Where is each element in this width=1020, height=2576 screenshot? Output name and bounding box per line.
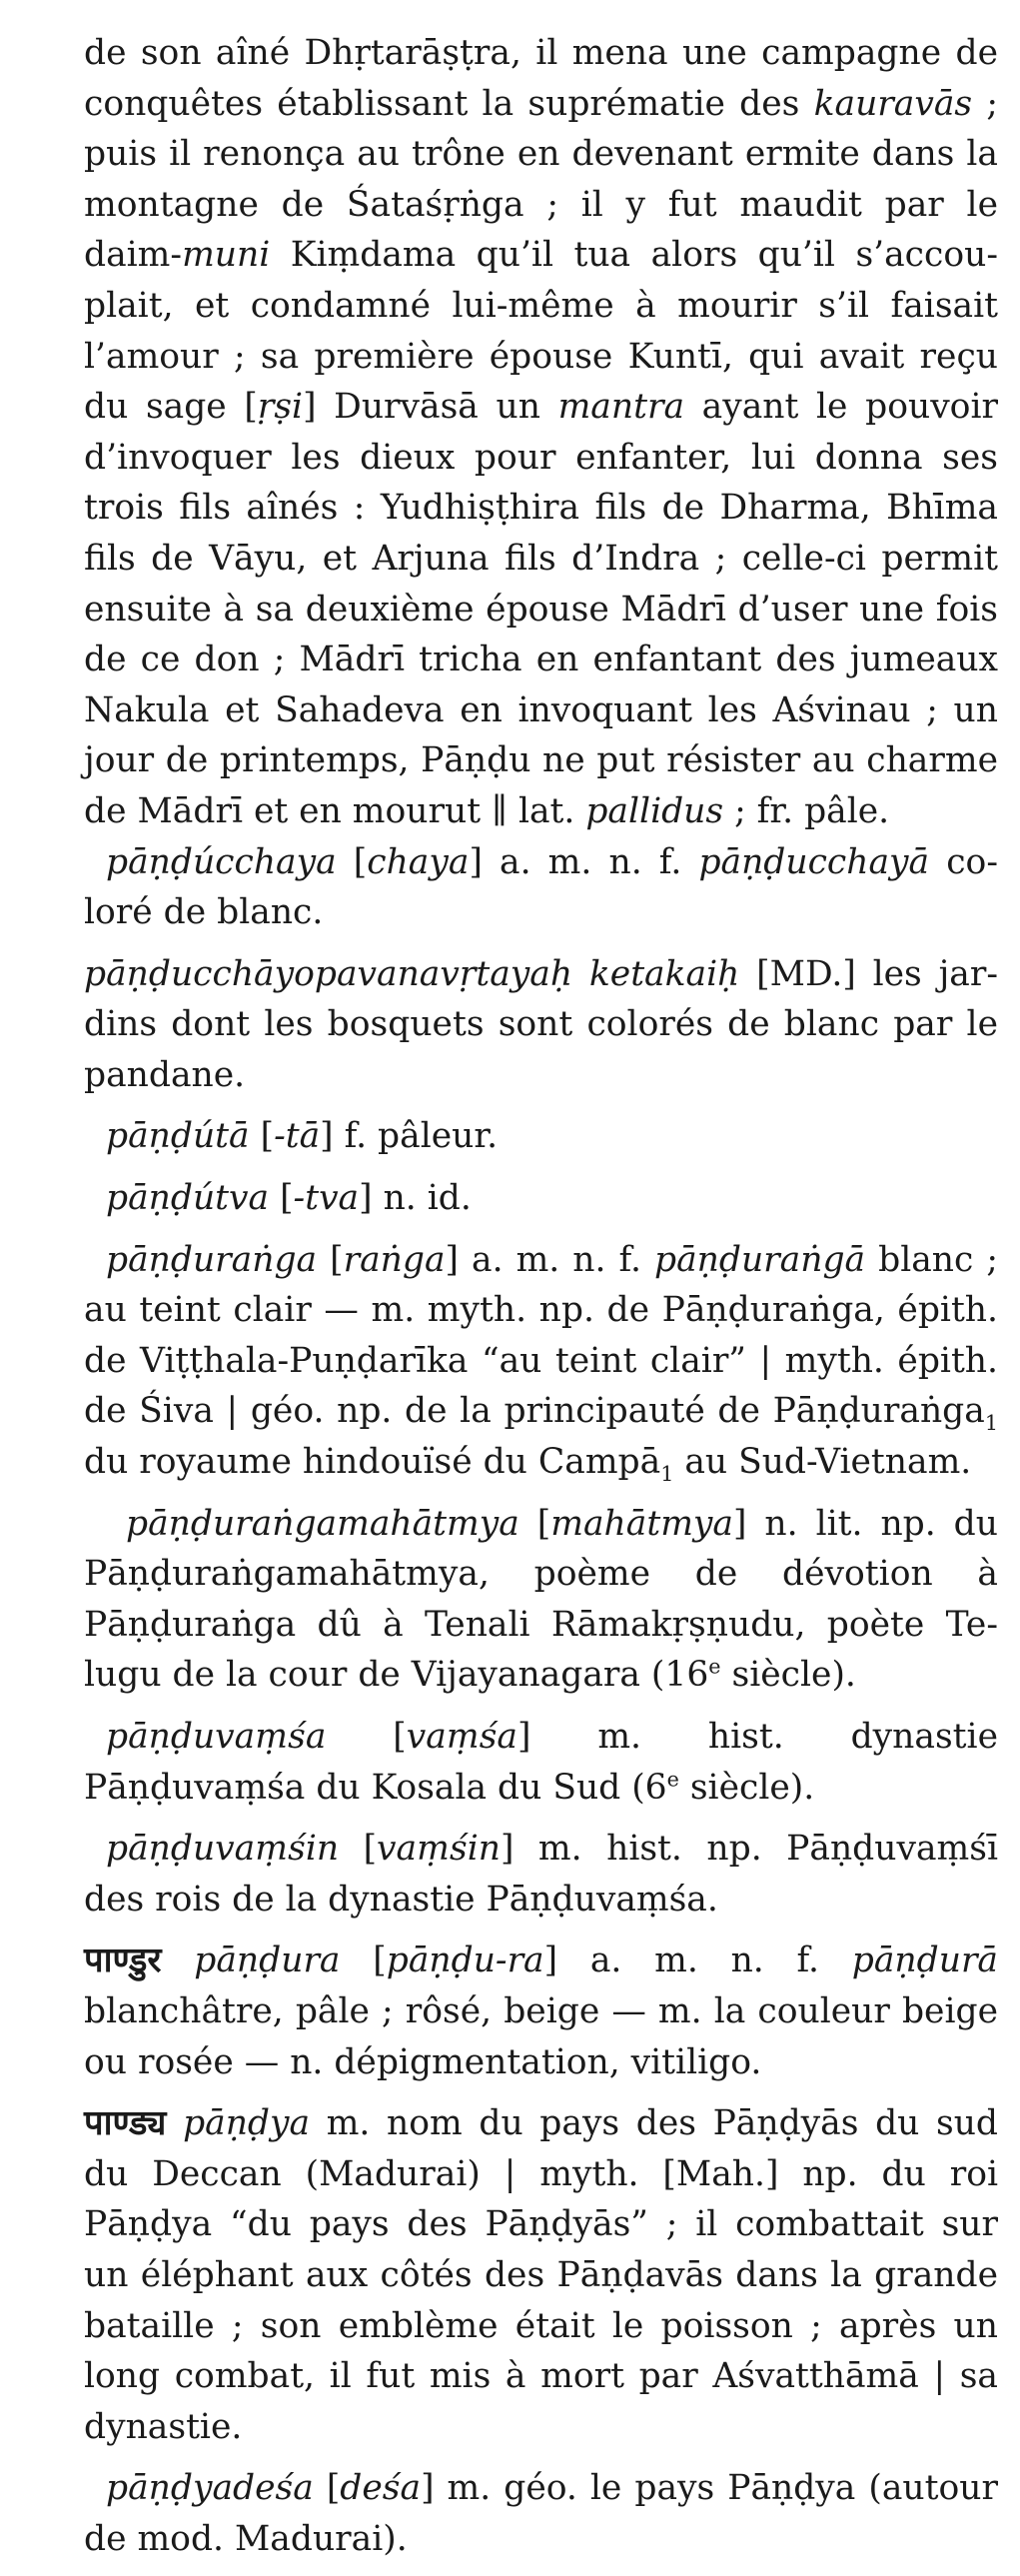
dictionary-page xyxy=(84,28,998,2576)
dictionary-entry xyxy=(84,837,998,938)
text-run: [ xyxy=(317,1239,344,1280)
text-run: 1 xyxy=(984,1411,998,1436)
text-run: [ xyxy=(518,1503,551,1544)
italic-text: vaṃśin xyxy=(377,1829,501,1870)
italic-text: pāṇḍucchayā xyxy=(698,841,930,882)
dictionary-entry xyxy=(84,1235,998,1488)
devanagari-headword: पाण्ड्य xyxy=(84,2103,167,2144)
dictionary-entry xyxy=(84,949,998,1101)
dictionary-entry xyxy=(84,1935,998,2087)
italic-text: pāṇḍuraṅgamahātmya xyxy=(126,1503,519,1544)
italic-text: -tva xyxy=(293,1178,360,1219)
italic-text: deśa xyxy=(340,2468,422,2509)
text-run: m. nom du pays des Pāṇḍyās du sud du Deccan (Madurai) | myth. [Mah.] np. du roi Pāṇḍya “du pays des Pāṇḍyās” ; il combattait sur un éléphant aux côtés des Pāṇḍavās dans la grande bataille ; son emblème était le poisson ; après un long combat, il fut mis à mort par Aśvatthāmā | sa dynastie. xyxy=(84,2103,999,2447)
text-run: ; puis il renonça au trône en devenant ermite dans la montagne de Śataśṛṅga ; il y fut maudit par le daim- xyxy=(84,83,999,276)
text-run: ] a. m. n. f. xyxy=(445,1239,654,1280)
text-run: ; fr. pâle. xyxy=(723,790,890,831)
italic-text: pāṇḍu-ra xyxy=(386,1940,544,1981)
italic-text: mantra xyxy=(557,387,685,428)
text-run: ] n. lit. np. du Pāṇḍuraṅgamahātmya, poème de dévotion à Pāṇḍuraṅga dû à Tenali Rāmakṛṣṇudu, poète Telugu de la cour de Vijayanagara (16 xyxy=(84,1503,998,1696)
italic-text: pāṇḍura xyxy=(194,1940,341,1981)
italic-text: pāṇḍúcchaya xyxy=(106,841,337,882)
text-run: blanchâtre, pâle ; rôsé, beige — m. la couleur beige ou rosée — n. dépigmentation, vitiligo. xyxy=(84,1990,998,2082)
italic-text: pāṇḍuvaṃśin xyxy=(106,1829,340,1870)
text-run: [ xyxy=(269,1178,294,1219)
italic-text: ṛṣi xyxy=(257,387,304,428)
text-run: e xyxy=(708,1654,721,1679)
italic-text: pāṇḍurā xyxy=(851,1940,999,1981)
italic-text: pāṇḍuraṅgā xyxy=(653,1239,866,1280)
text-run: du royaume hindouïsé du Campā xyxy=(84,1442,661,1483)
italic-text: vaṃśa xyxy=(406,1717,517,1757)
italic-text: pāṇḍútā xyxy=(106,1116,250,1157)
devanagari-headword: पाण्डुर xyxy=(84,1940,162,1981)
text-run: ] a. m. n. f. xyxy=(469,841,699,882)
text-run: ] m. hist. dynastie Pāṇḍuvaṃśa du Kosala du Sud (6 xyxy=(84,1717,998,1808)
italic-text: pallidus xyxy=(585,790,724,831)
text-run: blanc ; au teint clair — m. myth. np. de Pāṇḍuraṅga, épith. de Viṭṭhala-Puṇḍarīka “au teint clair” | myth. épith. de Śiva | géo. np. de la principauté de Pāṇḍuraṅga xyxy=(84,1239,998,1432)
text-run: 1 xyxy=(660,1461,674,1486)
text-run: e xyxy=(666,1767,679,1792)
text-run: siècle). xyxy=(678,1767,815,1808)
text-run: [ xyxy=(340,1940,387,1981)
dictionary-entry xyxy=(84,1173,998,1224)
text-run: [ xyxy=(336,841,368,882)
text-run: ] m. géo. le pays Pāṇḍya (autour de mod. Madurai). xyxy=(84,2468,998,2559)
text-run: Kiṃdama qu’il tua alors qu’il s’accouplait, et condamné lui-même à mourir s’il faisait l’amour ; sa première épouse Kuntī, qui avait reçu du sage [ xyxy=(84,235,998,428)
dictionary-entry xyxy=(84,1499,998,1701)
italic-text: pāṇḍyadeśa xyxy=(106,2468,314,2509)
text-run: [ xyxy=(249,1116,275,1157)
italic-text: pāṇḍútva xyxy=(106,1178,270,1219)
italic-text: pāṇḍuvaṃśa xyxy=(106,1717,327,1757)
dictionary-entry xyxy=(84,1824,998,1925)
text-run xyxy=(162,1940,195,1980)
entry-list xyxy=(84,837,998,2565)
text-run: de son aîné Dhṛtarāṣṭra, il mena une campagne de conquêtes établissant la suprématie des xyxy=(84,33,998,124)
dictionary-entry xyxy=(84,2098,998,2452)
italic-text: pāṇḍucchāyopavanavṛtayaḥ ketakaiḥ xyxy=(84,953,740,994)
italic-text: chaya xyxy=(367,841,470,882)
text-run: ] a. m. n. f. xyxy=(543,1940,852,1981)
text-run: ] Durvāsā un xyxy=(303,387,558,428)
dictionary-entry xyxy=(84,2463,998,2564)
text-run: ayant le pouvoir d’invoquer les dieux pour enfanter, lui donna ses trois fils aînés : Yudhiṣṭhira fils de Dharma, Bhīma fils de Vāyu, et Arjuna fils d’Indra ; celle-ci permit ensuite à sa deuxième épouse Mādrī d’user une fois de ce don ; Mādrī tricha en enfantant des jumeaux Nakula et Sahadeva en invoquant les Aśvinau ; un jour de printemps, Pāṇḍu ne put résister au charme de Mādrī et en mourut ∥ lat. xyxy=(84,387,998,831)
text-run: ] f. pâleur. xyxy=(320,1116,499,1157)
italic-text: -tā xyxy=(274,1116,321,1157)
text-run: ] m. hist. np. Pāṇḍuvaṃśī des rois de la dynastie Pāṇḍuvaṃśa. xyxy=(84,1829,998,1920)
dictionary-entry xyxy=(84,1111,998,1162)
text-run: [ xyxy=(326,1717,407,1757)
italic-text: muni xyxy=(182,235,271,276)
text-run: coloré de blanc. xyxy=(84,841,998,933)
continuation-paragraph xyxy=(84,28,998,837)
text-run: ] n. id. xyxy=(359,1178,472,1219)
italic-text: raṅga xyxy=(343,1239,446,1280)
text-run: [ xyxy=(313,2468,341,2509)
dictionary-entry xyxy=(84,1712,998,1813)
text-run: siècle). xyxy=(720,1655,856,1696)
text-run: au Sud-Vietnam. xyxy=(673,1442,972,1483)
text-run xyxy=(166,2103,183,2143)
text-run: [MD.] les jardins dont les bosquets sont colorés de blanc par le pandane. xyxy=(84,953,998,1095)
italic-text: mahātmya xyxy=(550,1503,733,1544)
italic-text: kauravās xyxy=(813,83,973,124)
italic-text: pāṇḍuraṅga xyxy=(106,1239,318,1280)
text-run: [ xyxy=(339,1829,378,1870)
italic-text: pāṇḍya xyxy=(183,2103,311,2144)
